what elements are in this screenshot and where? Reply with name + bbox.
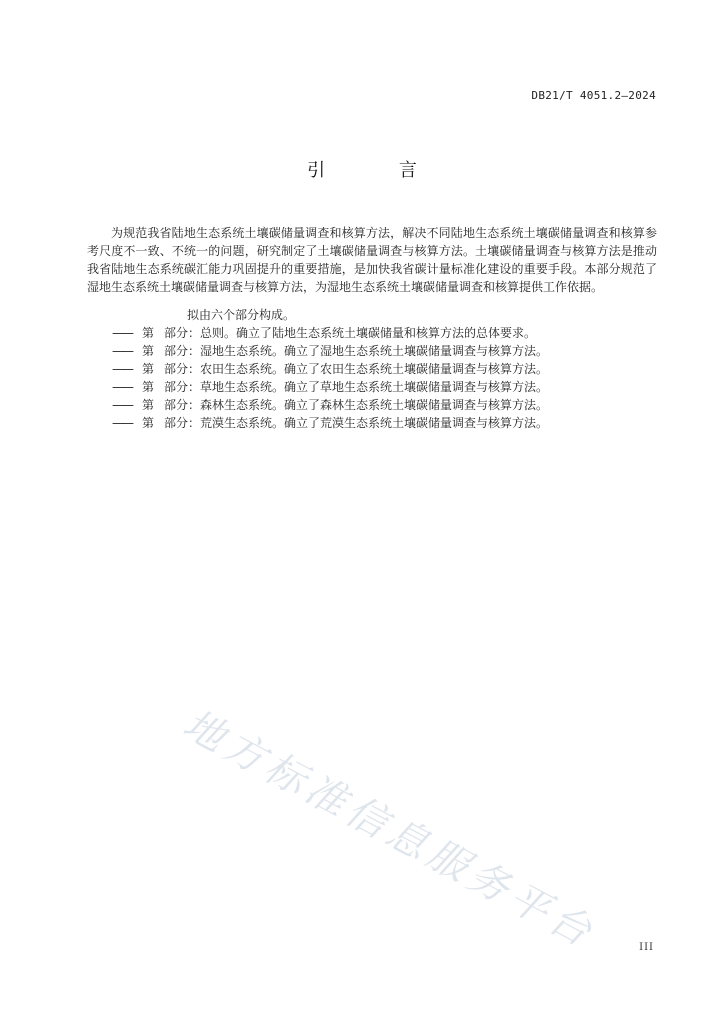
page-number: III [639,942,654,953]
part-suffix: 部分： [164,416,201,430]
part-description: 总则。确立了陆地生态系统土壤碳储量和核算方法的总体要求。 [200,326,537,340]
list-item [112,378,652,396]
part-prefix: 第 [142,380,155,394]
list-dash: —— [112,380,132,394]
part-suffix: 部分： [164,344,201,358]
list-item [112,396,652,414]
list-dash: —— [112,362,132,376]
parts-list [112,324,652,432]
part-description: 农田生态系统。确立了农田生态系统土壤碳储量调查与核算方法。 [200,362,549,376]
part-description: 森林生态系统。确立了森林生态系统土壤碳储量调查与核算方法。 [200,398,549,412]
list-item [112,342,652,360]
part-suffix: 部分： [164,362,201,376]
part-description: 荒漠生态系统。确立了荒漠生态系统土壤碳储量调查与核算方法。 [200,416,549,430]
list-item [112,324,652,342]
list-item [112,360,652,378]
part-prefix: 第 [142,362,155,376]
document-code: DB21/T 4051.2—2024 [531,89,656,102]
part-suffix: 部分： [164,398,201,412]
part-prefix: 第 [142,344,155,358]
composition-statement: 拟由六个部分构成。 [187,308,296,322]
watermark: 地方标准信息服务平台 [175,701,604,958]
part-suffix: 部分： [164,326,201,340]
intro-paragraph: 为规范我省陆地生态系统土壤碳储量调查和核算方法，解决不同陆地生态系统土壤碳储量调查和核算参考尺度不一致、不统一的问题，研究制定了土壤碳储量调查与核算方法。土壤碳储量调查与核算方法是推动我省陆地生态系统碳汇能力巩固提升的重要措施，是加快我省碳计量标准化建设的重要手段。本部分规范了湿地生态系统土壤碳储量调查与核算方法，为湿地生态系统土壤碳储量调查和核算提供工作依据。 [87,226,657,294]
page-title: 引 言 [307,160,451,181]
part-prefix: 第 [142,416,155,430]
list-dash: —— [112,326,132,340]
part-description: 湿地生态系统。确立了湿地生态系统土壤碳储量调查与核算方法。 [200,344,549,358]
part-prefix: 第 [142,398,155,412]
part-prefix: 第 [142,326,155,340]
list-item [112,414,652,432]
part-description: 草地生态系统。确立了草地生态系统土壤碳储量调查与核算方法。 [200,380,549,394]
list-dash: —— [112,398,132,412]
part-suffix: 部分： [164,380,201,394]
list-dash: —— [112,416,132,430]
list-dash: —— [112,344,132,358]
